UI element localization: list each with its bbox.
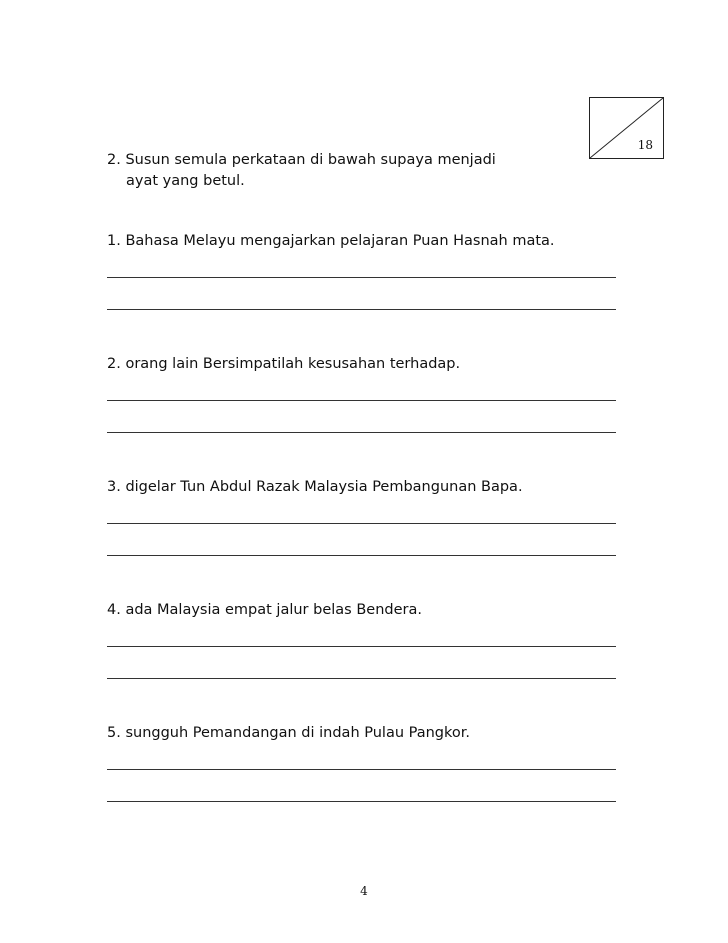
score-box <box>589 97 664 159</box>
question-4: 4. ada Malaysia empat jalur belas Bendera. <box>107 602 422 618</box>
question-3: 3. digelar Tun Abdul Razak Malaysia Pembangunan Bapa. <box>107 479 523 495</box>
answer-line-3b[interactable] <box>107 555 616 556</box>
question-2: 2. orang lain Bersimpatilah kesusahan terhadap. <box>107 356 461 372</box>
instruction <box>107 150 496 192</box>
answer-line-5b[interactable] <box>107 801 616 802</box>
question-1: 1. Bahasa Melayu mengajarkan pelajaran Puan Hasnah mata. <box>107 233 555 249</box>
answer-line-1b[interactable] <box>107 309 616 310</box>
score-total: 18 <box>637 138 653 152</box>
answer-line-5a[interactable] <box>107 769 616 770</box>
instruction-line-2: ayat yang betul. <box>126 173 245 189</box>
answer-line-2a[interactable] <box>107 400 616 401</box>
answer-line-4b[interactable] <box>107 678 616 679</box>
answer-line-4a[interactable] <box>107 646 616 647</box>
instruction-line-1: 2. Susun semula perkataan di bawah supaya menjadi <box>107 152 496 168</box>
page-number: 4 <box>360 884 368 898</box>
answer-line-3a[interactable] <box>107 523 616 524</box>
answer-line-2b[interactable] <box>107 432 616 433</box>
answer-line-1a[interactable] <box>107 277 616 278</box>
question-5: 5. sungguh Pemandangan di indah Pulau Pangkor. <box>107 725 470 741</box>
